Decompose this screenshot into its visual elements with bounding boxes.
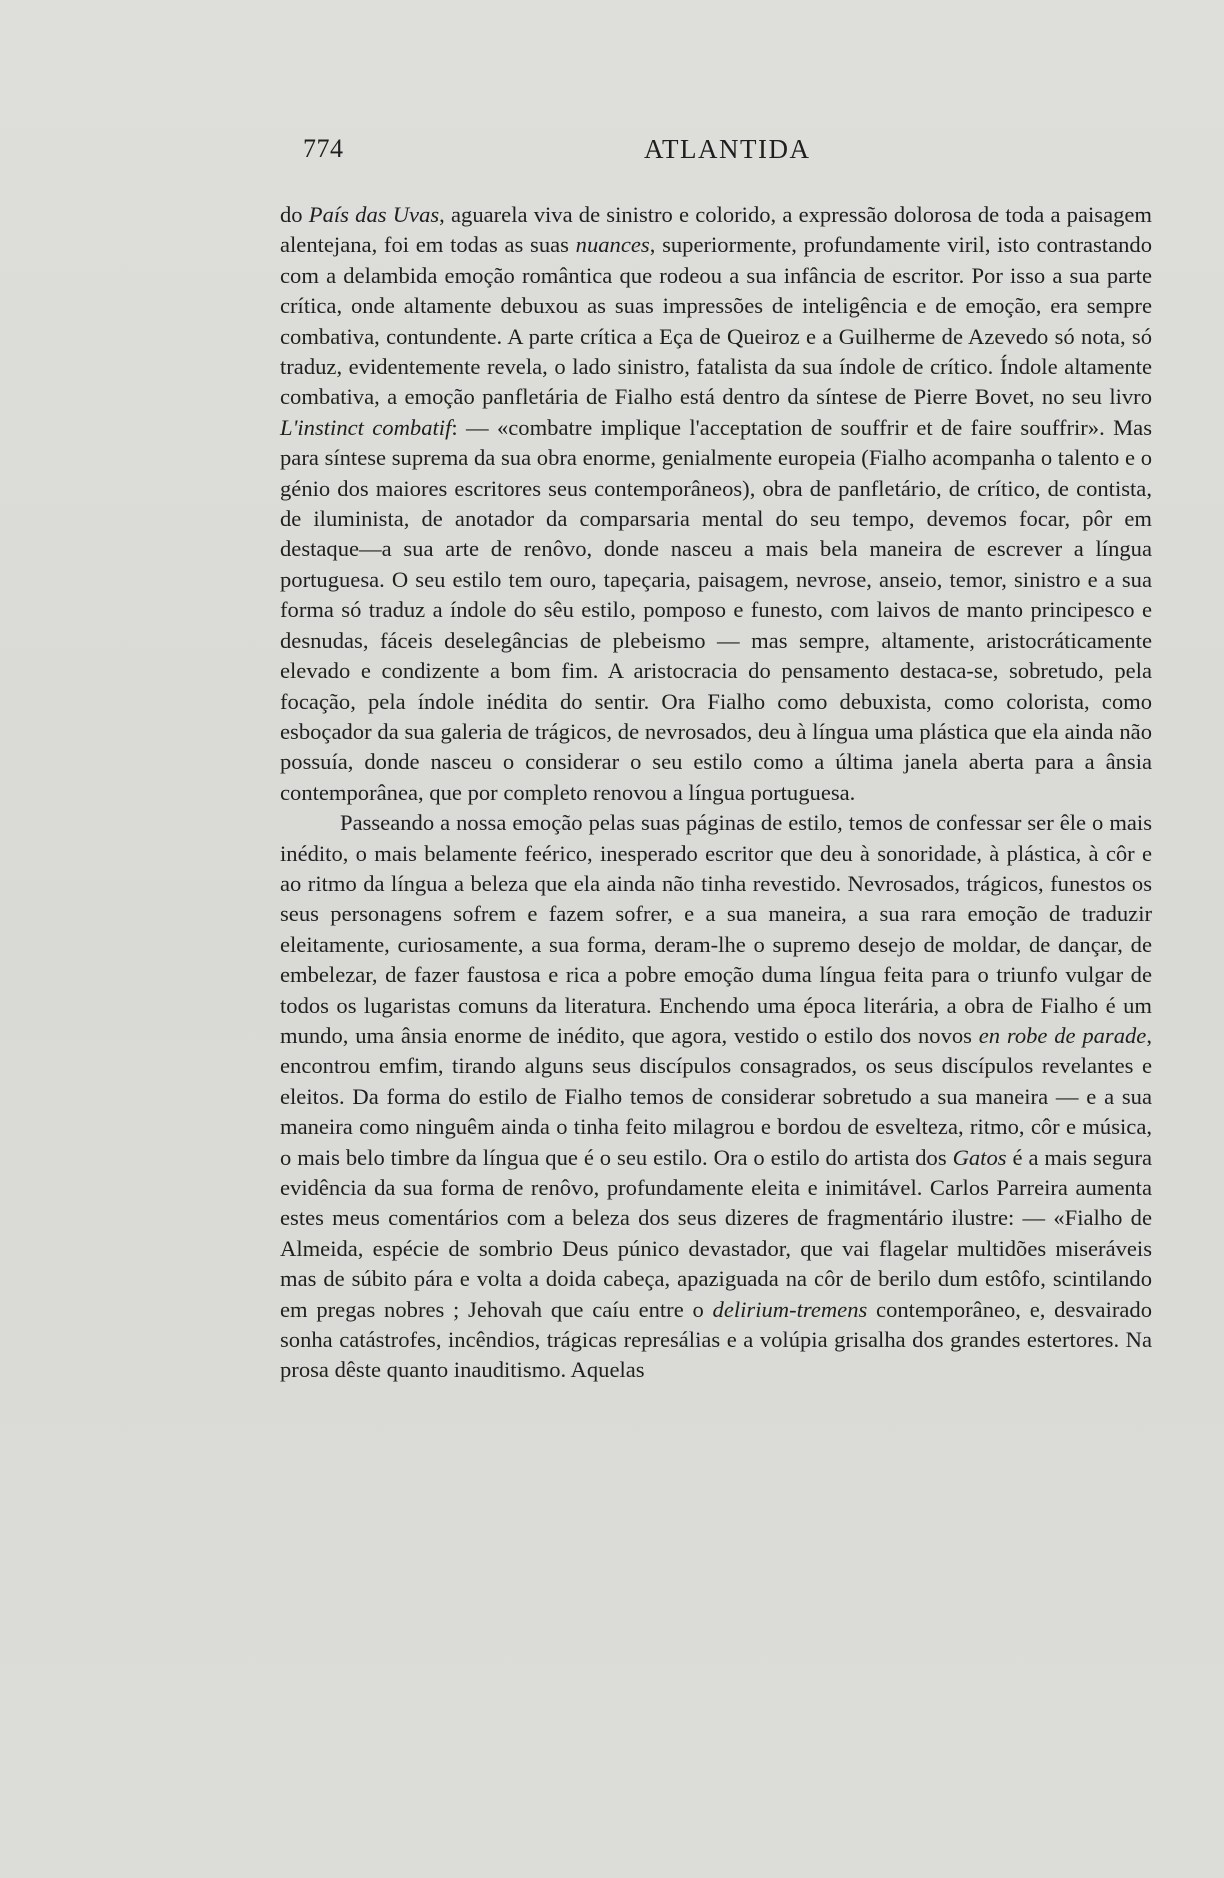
page-number: 774 — [303, 134, 344, 163]
text-segment: : — «combatre implique l'acceptation de souffrir et de faire souffrir». Mas para síntese suprema da sua obra enorme, genialmente europeia (Fialho acompanha o talento e o génio dos maiores escritores seus contemporâneos), obra de panfletário, de crítico, de contista, de iluminista, de anotador da comparsaria mental do seu tempo, devemos focar, pôr em destaque—a sua arte de renôvo, donde nasceu a mais bela maneira de escrever a língua portuguesa. O seu estilo tem ouro, tapeçaria, paisagem, nevrose, anseio, temor, sinistro e a sua forma só traduz a índole do sêu estilo, pomposo e funesto, com laivos de manto principesco e desnudas, fáceis deselegâncias de plebeismo — mas sempre, altamente, aristocráticamente elevado e condizente a bom fim. A aristocracia do pensamento destaca-se, sobretudo, pela focação, pela índole inédita do sentir. Ora Fialho como debuxista, como colorista, como esboçador da sua galeria de trágicos, de nevrosados, deu à língua uma plástica que ela ainda não possuía, donde nasceu o considerar o seu estilo como a última janela aberta para a ânsia contemporânea, que por completo renovou a língua portuguesa. — [280, 414, 1152, 805]
text-segment: , superiormente, profundamente viril, isto contrastando com a delambida emoção romântica que rodeou a sua infância de escritor. Por isso a sua parte crítica, onde altamente debuxou as suas impressões de inteligência e de emoção, era sempre combativa, contundente. A parte crítica a Eça de Queiroz e a Guilherme de Azevedo só nota, só traduz, evidentemente revela, o lado sinistro, fatalista da sua índole de crítico. Índole altamente combativa, a emoção panfletária de Fialho está dentro da síntese de Pierre Bovet, no seu livro — [280, 232, 1152, 410]
italic-word-nuances: nuances — [575, 232, 650, 258]
text-segment: contemporâneo, e, desvairado sonha catástrofes, incêndios, trágicas represálias e a volúpia grisalha dos grandes estertores. Na prosa dêste quanto inauditismo. Aquelas — [280, 1296, 1152, 1383]
text-segment: , encontrou emfim, tirando alguns seus discípulos consagrados, os seus discípulos revelantes e eleitos. Da forma do estilo de Fialho temos de considerar sobretudo a sua maneira — e a sua maneira como ninguêm ainda o tinha feito milagrou e bordou de esvelteza, ritmo, côr e música, o mais belo timbre da língua que é o seu estilo. Ora o estilo do artista dos — [280, 1022, 1152, 1170]
italic-title-pais-das-uvas: País das Uvas — [308, 202, 440, 227]
italic-word-delirium-tremens: delirium-tremens — [712, 1296, 868, 1322]
italic-title-gatos: Gatos — [952, 1144, 1007, 1170]
italic-phrase-en-robe-de-parade: en robe de parade — [978, 1022, 1147, 1048]
text-segment: Passeando a nossa emoção pelas suas páginas de estilo, temos de confessar ser êle o mais inédito, o mais belamente feérico, inesperado escritor que deu à sonoridade, à plástica, à côr e ao ritmo da língua a beleza que ela ainda não tinha revestido. Nevrosados, trágicos, funestos os seus personagens sofrem e fazem sofrer, e a sua maneira, a sua rara emoção de traduzir eleitamente, curiosamente, a sua forma, deram-lhe o supremo desejo de moldar, de dançar, de embelezar, de fazer faustosa e rica a pobre emoção duma língua feita para o triunfo vulgar de todos os lugaristas comuns da literatura. Enchendo uma época literária, a obra de Fialho é um mundo, uma ânsia enorme de inédito, que agora, vestido o estilo dos novos — [280, 810, 1152, 1048]
paragraph-1 — [280, 200, 1152, 808]
running-title: ATLANTIDA — [644, 134, 811, 164]
body-text — [280, 200, 1152, 1386]
italic-title-instinct-combatif: L'instinct combatif — [280, 414, 452, 440]
text-segment: é a mais segura evidência da sua forma de renôvo, profundamente eleita e inimitável. Carlos Parreira aumenta estes meus comentários com a beleza dos seus dizeres de fragmentário ilustre: — «Fialho de Almeida, espécie de sombrio Deus púnico devastador, que vai flagelar multidões miseráveis mas de súbito pára e volta a doida cabeça, apaziguada na côr de berilo dum estôfo, scintilando em pregas nobres ; Jehovah que caíu entre o — [280, 1144, 1152, 1322]
text-segment: , aguarela viva de sinistro e colorido, a expressão dolorosa de toda a paisagem alentejana, foi em todas as suas — [280, 202, 1153, 258]
text-segment: do — [280, 202, 309, 227]
paragraph-2 — [280, 808, 1152, 1386]
